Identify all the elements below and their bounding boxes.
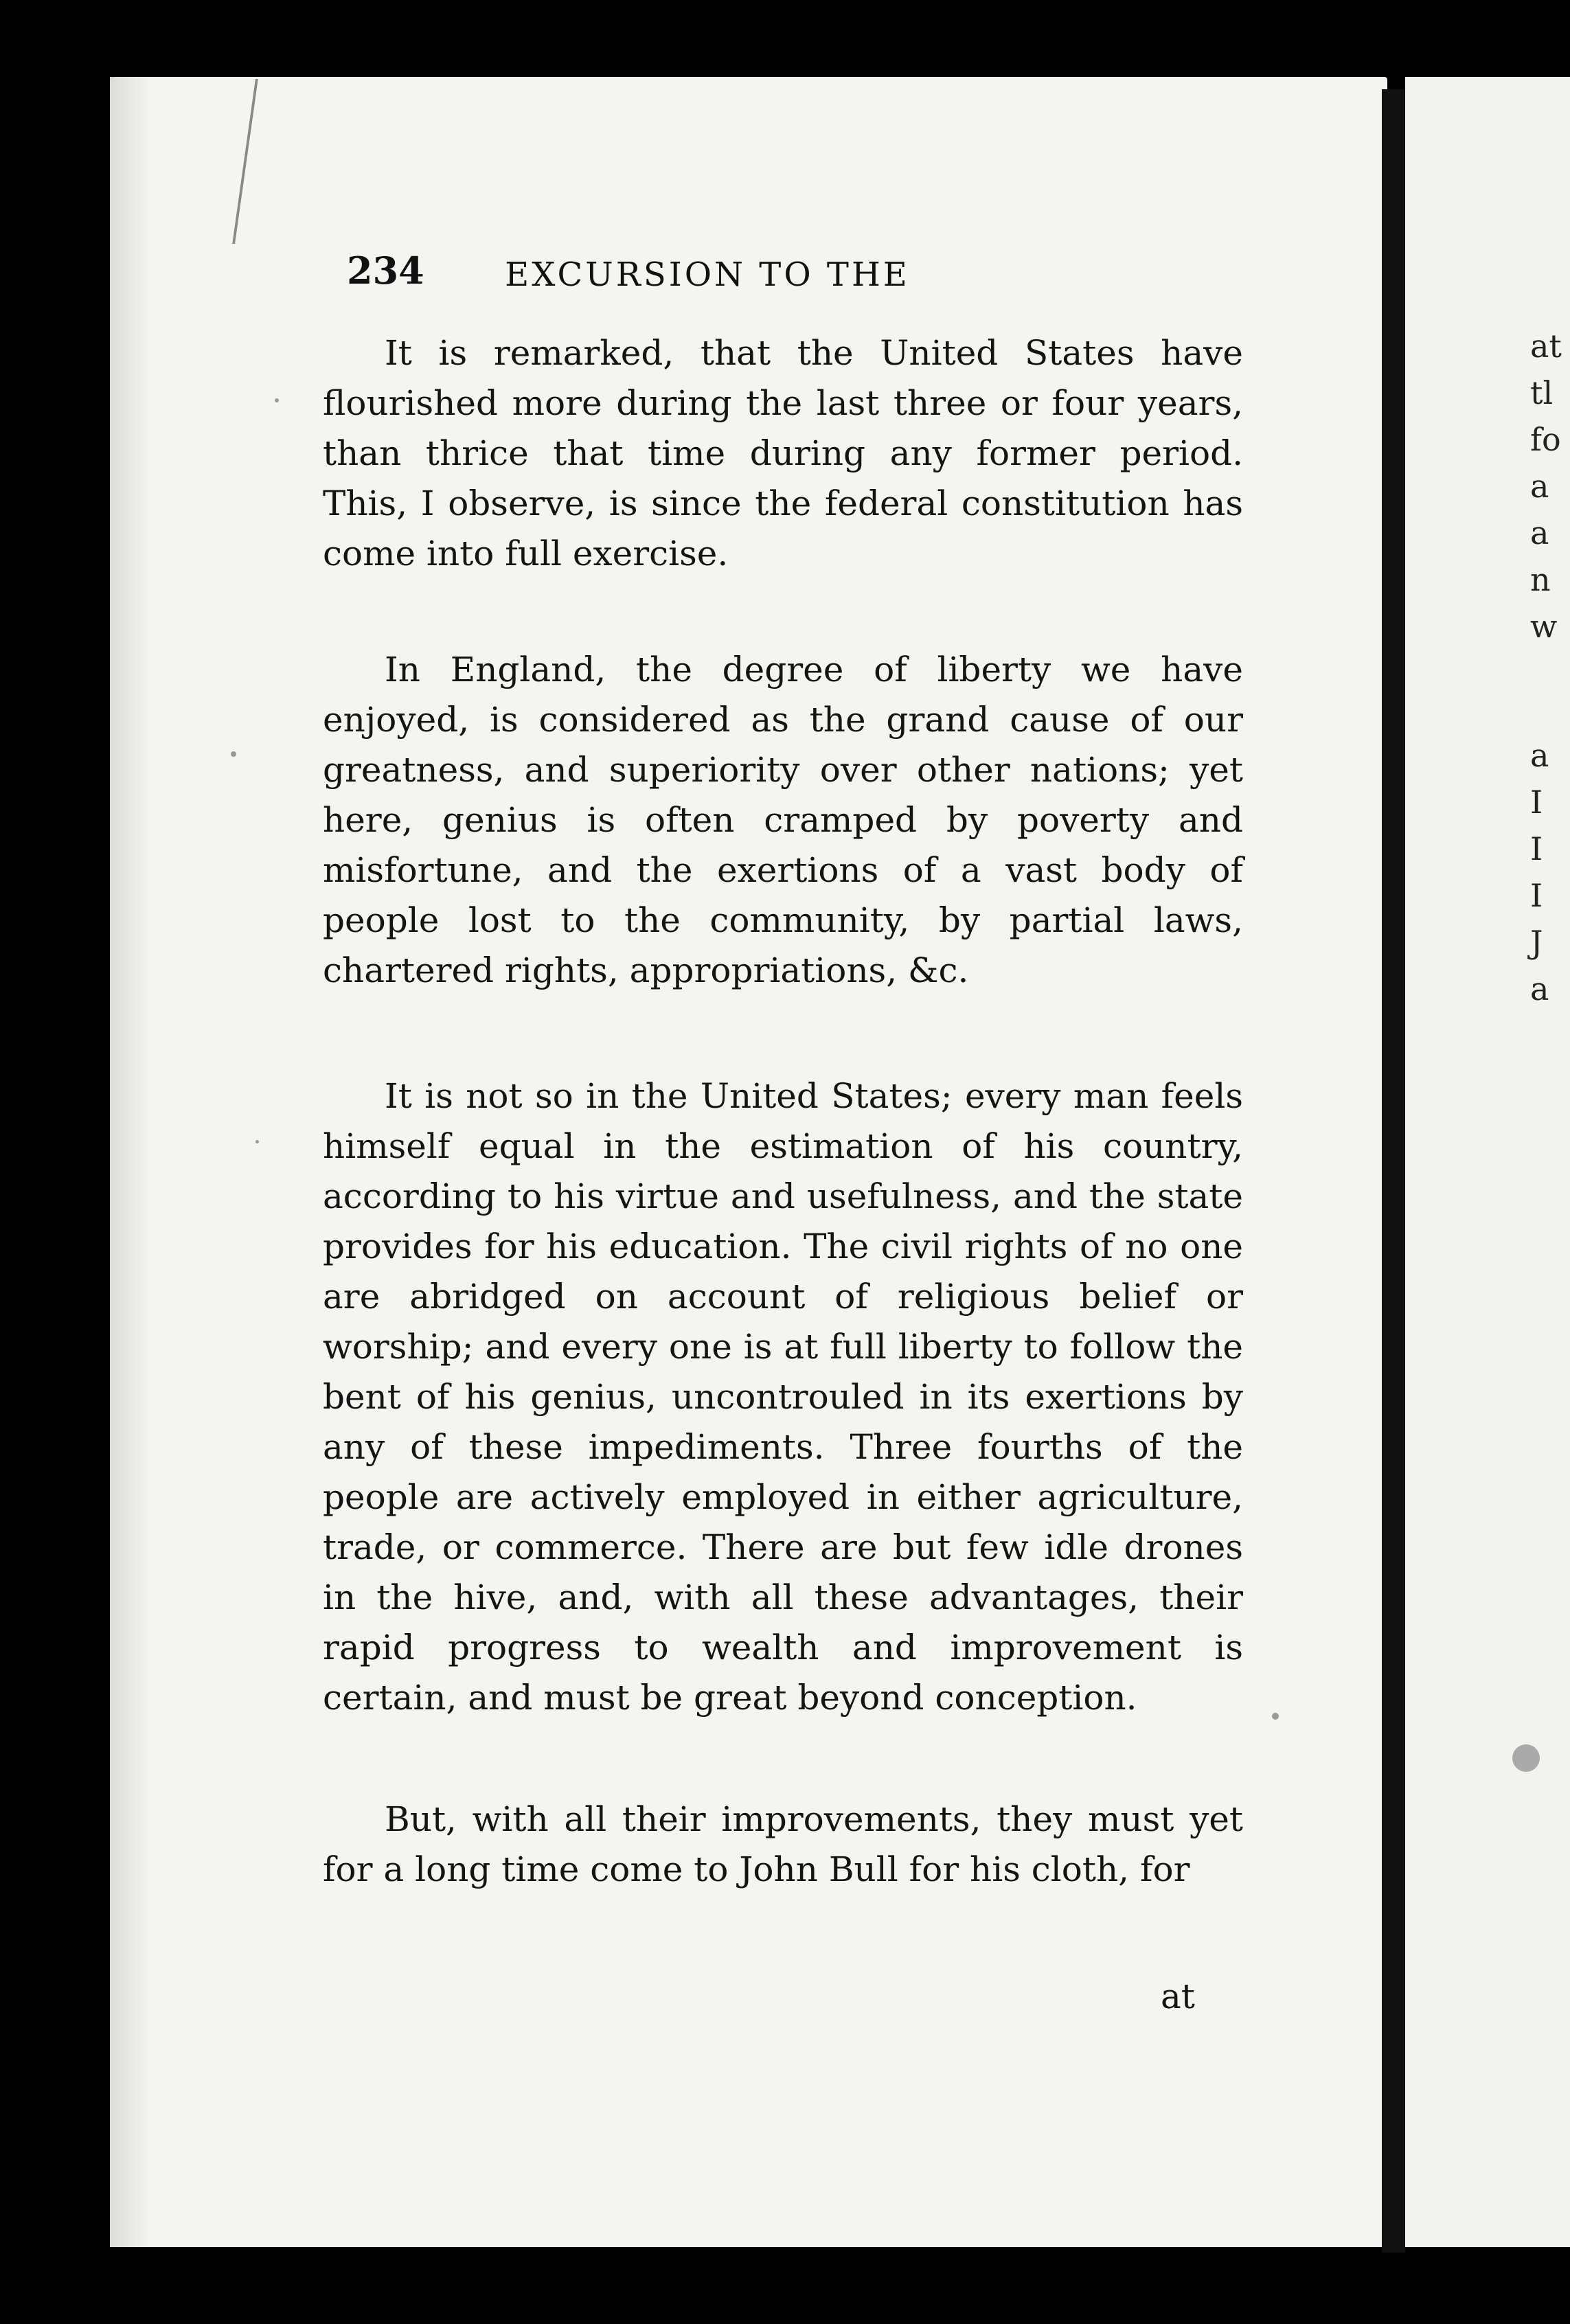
fragment: I xyxy=(1530,784,1543,821)
fragment: a xyxy=(1530,737,1549,774)
paragraph-2: In England, the degree of liberty we have enjoyed, is considered as the grand cause of our greatness, and superiority over other nations; yet here, genius is often cramped by poverty and misfortune, and the exertions of a vast body of people lost to the community, by partial laws, chartered rights, appropriations, &c. xyxy=(323,650,1243,990)
paragraph-1: It is remarked, that the United States have flourished more during the last three or four years, than thrice that time during any former period. This, I observe, is since the federal constitution has come into full exercise. xyxy=(323,333,1243,573)
paper-speck xyxy=(275,398,279,402)
binding-gutter xyxy=(1382,89,1405,2253)
paper-speck xyxy=(1272,1713,1279,1720)
paragraph-4: But, with all their improvements, they must yet for a long time come to John Bull for his cloth, for xyxy=(323,1799,1243,1889)
body-text xyxy=(323,328,1243,1895)
fragment-gap xyxy=(1530,650,1562,732)
page-number: 234 xyxy=(347,249,424,293)
fragment: I xyxy=(1530,830,1543,867)
fragment: tl xyxy=(1530,374,1554,411)
paper-speck xyxy=(1512,1744,1540,1772)
fragment: I xyxy=(1530,877,1543,914)
paper-speck xyxy=(231,751,236,757)
catchword: at xyxy=(1161,1976,1195,2016)
fragment: fo xyxy=(1530,421,1561,458)
facing-page-text-fragments xyxy=(1530,323,1562,1012)
fragment: a xyxy=(1530,468,1549,505)
fragment: J xyxy=(1530,924,1543,961)
paper-speck xyxy=(255,1140,259,1143)
fragment: a xyxy=(1530,970,1549,1007)
running-head: EXCURSION TO THE xyxy=(505,255,910,294)
paragraph-3: It is not so in the United States; every man feels himself equal in the estimation of his country, according to his virtue and usefulness, and the state provides for his education. The civil rights of no one are abridged on account of religious belief or worship; and every one is at full liberty to follow the bent of his genius, uncontrouled in its exertions by any of these impediments. Three fourths of the people are actively employed in either agriculture, trade, or commerce. There are but few idle drones in the hive, and, with all these advantages, their rapid progress to wealth and improvement is certain, and must be great beyond conception. xyxy=(323,1076,1243,1718)
fragment: w xyxy=(1530,608,1558,645)
fragment: a xyxy=(1530,514,1549,551)
fragment: n xyxy=(1530,561,1551,598)
page-edge-shadow xyxy=(110,77,151,2247)
fragment: at xyxy=(1530,328,1562,365)
